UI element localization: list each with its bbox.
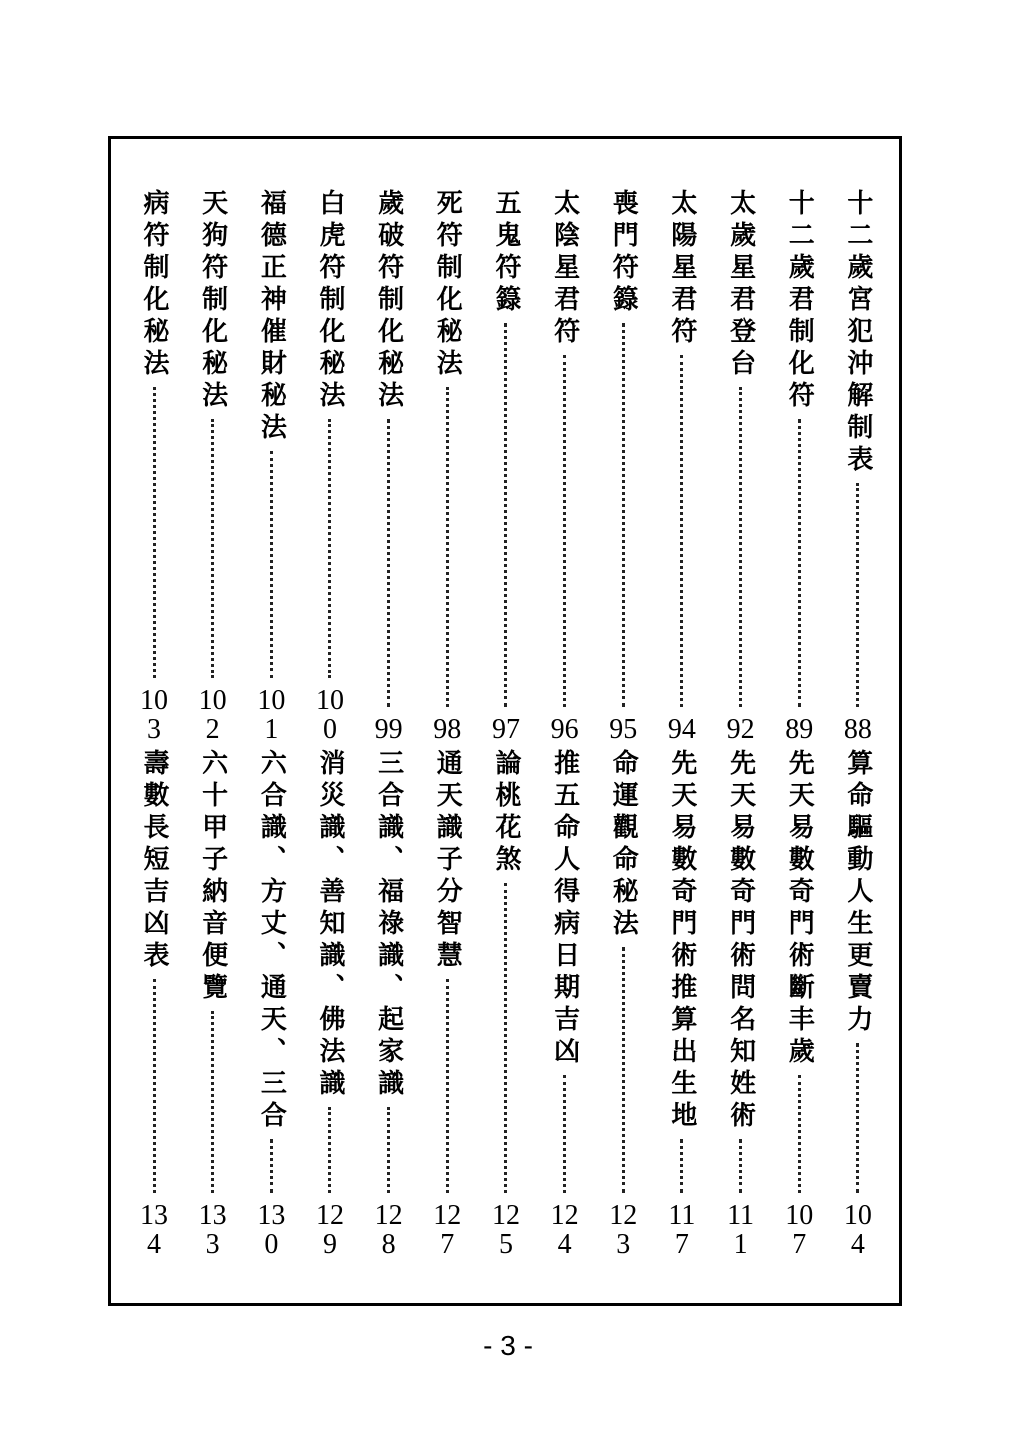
toc-entry-page-number: 101 bbox=[257, 685, 286, 745]
toc-entry-page-number: 88 bbox=[843, 714, 872, 745]
toc-entry[interactable] bbox=[483, 189, 529, 744]
toc-frame bbox=[108, 136, 902, 1306]
toc-entry[interactable] bbox=[659, 189, 705, 744]
toc-entry-title: 先天易數奇門術斷丰歲 bbox=[784, 749, 815, 1069]
toc-entry-page-number: 96 bbox=[550, 714, 579, 745]
toc-entry-title: 十二歲宮犯沖解制表 bbox=[842, 189, 873, 477]
toc-entry-title: 壽數長短吉凶表 bbox=[139, 749, 169, 973]
dot-leader bbox=[739, 1139, 742, 1193]
toc-entry-page-number: 98 bbox=[433, 714, 462, 745]
dot-leader bbox=[270, 1139, 273, 1193]
toc-entry-title: 算命驅動人生更賣力 bbox=[842, 749, 873, 1037]
toc-entry[interactable] bbox=[424, 749, 470, 1259]
toc-entry[interactable] bbox=[366, 749, 412, 1259]
dot-leader bbox=[798, 1075, 801, 1193]
toc-entry-page-number: 117 bbox=[668, 1200, 696, 1260]
toc-entry-page-number: 104 bbox=[843, 1200, 872, 1260]
toc-entry-page-number: 129 bbox=[315, 1200, 344, 1260]
toc-entry-page-number: 89 bbox=[785, 714, 814, 745]
dot-leader bbox=[563, 1075, 566, 1193]
toc-entry[interactable] bbox=[248, 749, 294, 1259]
toc-entry-title: 歲破符制化秘法 bbox=[373, 189, 404, 413]
toc-entry-title: 太陽星君符 bbox=[666, 189, 697, 349]
toc-entry-title: 六合識、方丈、通天、三合 bbox=[256, 749, 287, 1133]
toc-entry[interactable] bbox=[542, 749, 588, 1259]
toc-entry[interactable] bbox=[424, 189, 470, 744]
toc-entry-page-number: 127 bbox=[433, 1200, 462, 1260]
toc-entry-page-number: 97 bbox=[491, 714, 520, 745]
dot-leader bbox=[270, 451, 273, 678]
dot-leader bbox=[328, 419, 331, 678]
toc-entry-title: 論桃花煞 bbox=[490, 749, 521, 877]
toc-entry-title: 先天易數奇門術推算出生地 bbox=[666, 749, 697, 1133]
toc-entry[interactable] bbox=[307, 749, 353, 1259]
dot-leader bbox=[856, 1043, 859, 1193]
toc-entry-title: 福德正神催財秘法 bbox=[256, 189, 287, 445]
toc-entry-page-number: 102 bbox=[198, 685, 227, 745]
dot-leader bbox=[622, 947, 625, 1193]
toc-entry[interactable] bbox=[718, 749, 764, 1259]
toc-entry-title: 六十甲子納音便覽 bbox=[197, 749, 228, 1005]
toc-entry[interactable] bbox=[190, 749, 236, 1259]
toc-entry[interactable] bbox=[776, 189, 822, 744]
toc-entry-title: 太歲星君登台 bbox=[725, 189, 756, 381]
toc-entry-title: 命運觀命秘法 bbox=[608, 749, 639, 941]
toc-entry[interactable] bbox=[776, 749, 822, 1259]
dot-leader bbox=[211, 1011, 214, 1193]
toc-entry-page-number: 133 bbox=[198, 1200, 227, 1260]
toc-entry[interactable] bbox=[190, 189, 236, 744]
toc-entry-page-number: 134 bbox=[140, 1200, 168, 1260]
toc-entry-title: 天狗符制化秘法 bbox=[197, 189, 228, 413]
dot-leader bbox=[680, 1139, 683, 1193]
toc-entry-title: 通天識子分智慧 bbox=[432, 749, 463, 973]
toc-entry-page-number: 128 bbox=[374, 1200, 403, 1260]
toc-entry[interactable] bbox=[307, 189, 353, 744]
toc-entry-page-number: 100 bbox=[315, 685, 344, 745]
toc-entry-title: 白虎符制化秘法 bbox=[314, 189, 345, 413]
dot-leader bbox=[798, 419, 801, 707]
dot-leader bbox=[446, 387, 449, 707]
toc-entry-title: 十二歲君制化符 bbox=[784, 189, 815, 413]
toc-entry-title: 死符制化秘法 bbox=[432, 189, 463, 381]
toc-entry[interactable] bbox=[131, 749, 177, 1259]
toc-entry[interactable] bbox=[718, 189, 764, 744]
dot-leader bbox=[211, 419, 214, 678]
toc-entry-page-number: 107 bbox=[785, 1200, 814, 1260]
dot-leader bbox=[622, 323, 625, 707]
toc-entry-title: 病符制化秘法 bbox=[139, 189, 169, 381]
toc-entry-title: 太陰星君符 bbox=[549, 189, 580, 349]
toc-entry-title: 五鬼符籙 bbox=[490, 189, 521, 317]
dot-leader bbox=[563, 355, 566, 707]
toc-lower-section bbox=[131, 749, 881, 1259]
toc-entry-page-number: 125 bbox=[491, 1200, 520, 1260]
toc-entry-page-number: 99 bbox=[374, 714, 403, 745]
page-number-footer: - 3 - bbox=[483, 1330, 533, 1361]
toc-entry-page-number: 123 bbox=[609, 1200, 638, 1260]
toc-entry[interactable] bbox=[835, 749, 881, 1259]
toc-entry[interactable] bbox=[248, 189, 294, 744]
toc-entry-page-number: 111 bbox=[727, 1200, 755, 1260]
toc-entry-page-number: 95 bbox=[609, 714, 638, 745]
toc-entry-page-number: 94 bbox=[667, 714, 696, 745]
dot-leader bbox=[504, 323, 507, 707]
dot-leader bbox=[387, 1107, 390, 1193]
dot-leader bbox=[387, 419, 390, 707]
dot-leader bbox=[328, 1107, 331, 1193]
toc-entry[interactable] bbox=[600, 749, 646, 1259]
toc-entry-title: 三合識、福祿識、起家識 bbox=[373, 749, 404, 1101]
toc-entry[interactable] bbox=[600, 189, 646, 744]
dot-leader bbox=[153, 387, 156, 678]
toc-entry[interactable] bbox=[835, 189, 881, 744]
toc-entry[interactable] bbox=[483, 749, 529, 1259]
toc-upper-section bbox=[131, 189, 881, 744]
toc-entry-page-number: 103 bbox=[140, 685, 168, 745]
toc-entry-title: 喪門符籙 bbox=[608, 189, 639, 317]
dot-leader bbox=[504, 883, 507, 1193]
dot-leader bbox=[680, 355, 683, 707]
toc-entry-title: 先天易數奇門術問名知姓術 bbox=[725, 749, 756, 1133]
dot-leader bbox=[856, 483, 859, 707]
toc-entry[interactable] bbox=[542, 189, 588, 744]
toc-entry-page-number: 124 bbox=[550, 1200, 579, 1260]
dot-leader bbox=[153, 979, 156, 1193]
toc-entry-page-number: 92 bbox=[726, 714, 755, 745]
toc-entry[interactable] bbox=[366, 189, 412, 744]
dot-leader bbox=[446, 979, 449, 1193]
toc-entry[interactable] bbox=[659, 749, 705, 1259]
dot-leader bbox=[739, 387, 742, 707]
toc-entry-page-number: 130 bbox=[257, 1200, 286, 1260]
toc-entry[interactable] bbox=[131, 189, 177, 744]
toc-entry-title: 消災識、善知識、佛法識 bbox=[314, 749, 345, 1101]
toc-entry-title: 推五命人得病日期吉凶 bbox=[549, 749, 580, 1069]
